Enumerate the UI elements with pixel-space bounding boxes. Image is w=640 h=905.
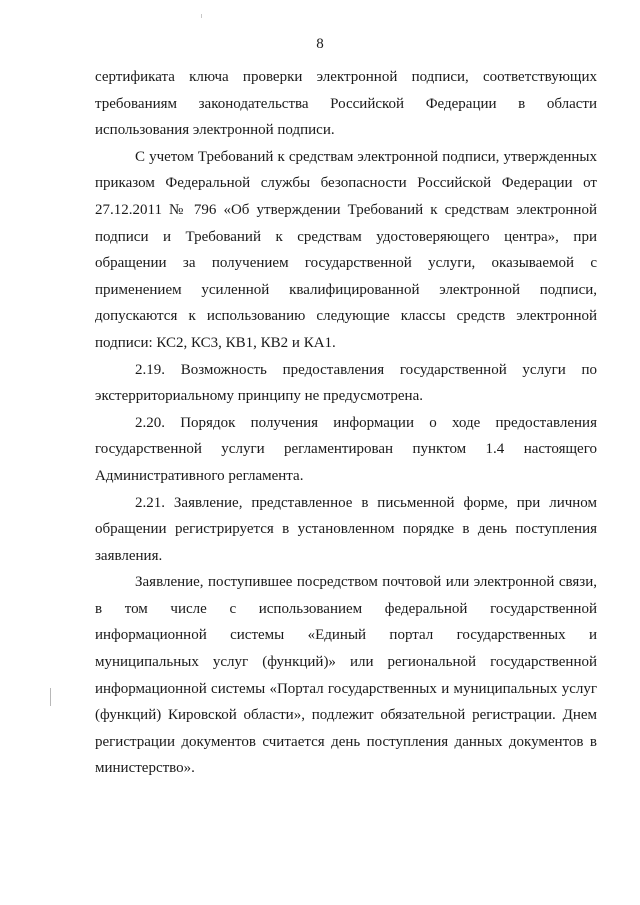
document-body	[95, 64, 597, 782]
paragraph-2-21: 2.21. Заявление, представленное в письменной форме, при личном обращении регистрируется в установленном порядке в день поступления заявления.	[95, 494, 597, 564]
paragraph-2-19: 2.19. Возможность предоставления государственной услуги по экстерриториальному принципу не предусмотрена.	[95, 361, 597, 405]
paragraph-signature-classes: С учетом Требований к средствам электронной подписи, утвержденных приказом Федеральной службы безопасности Российской Федерации от 27.12.2011 № 796 «Об утверждении Требований к средствам электронной подписи и Требований к средствам удостоверяющего центра», при обращении за получением государственной услуги, оказываемой с применением усиленной квалифицированной электронной подписи, допускаются к использованию следующие классы средств электронной подписи: КС2, КС3, КВ1, КВ2 и КА1.	[95, 148, 597, 351]
scan-artifact	[201, 14, 202, 18]
page-number: 8	[316, 36, 324, 52]
paragraph-certificate-requirements: сертификата ключа проверки электронной подписи, соответствующих требованиям законодательства Российской Федерации в области использования электронной подписи.	[95, 69, 597, 139]
scan-artifact	[50, 688, 51, 706]
paragraph-electronic-registration: Заявление, поступившее посредством почтовой или электронной связи, в том числе с использованием федеральной государственной информационной системы «Единый портал государственных и муниципальных услуг (функций)» или региональной государственной информационной системы «Портал государственных и муниципальных услуг (функций) Кировской области», подлежит обязательной регистрации. Днем регистрации документов считается день поступления данных документов в министерство».	[95, 574, 597, 777]
paragraph-2-20: 2.20. Порядок получения информации о ходе предоставления государственной услуги регламентирован пунктом 1.4 настоящего Административного регламента.	[95, 414, 597, 484]
